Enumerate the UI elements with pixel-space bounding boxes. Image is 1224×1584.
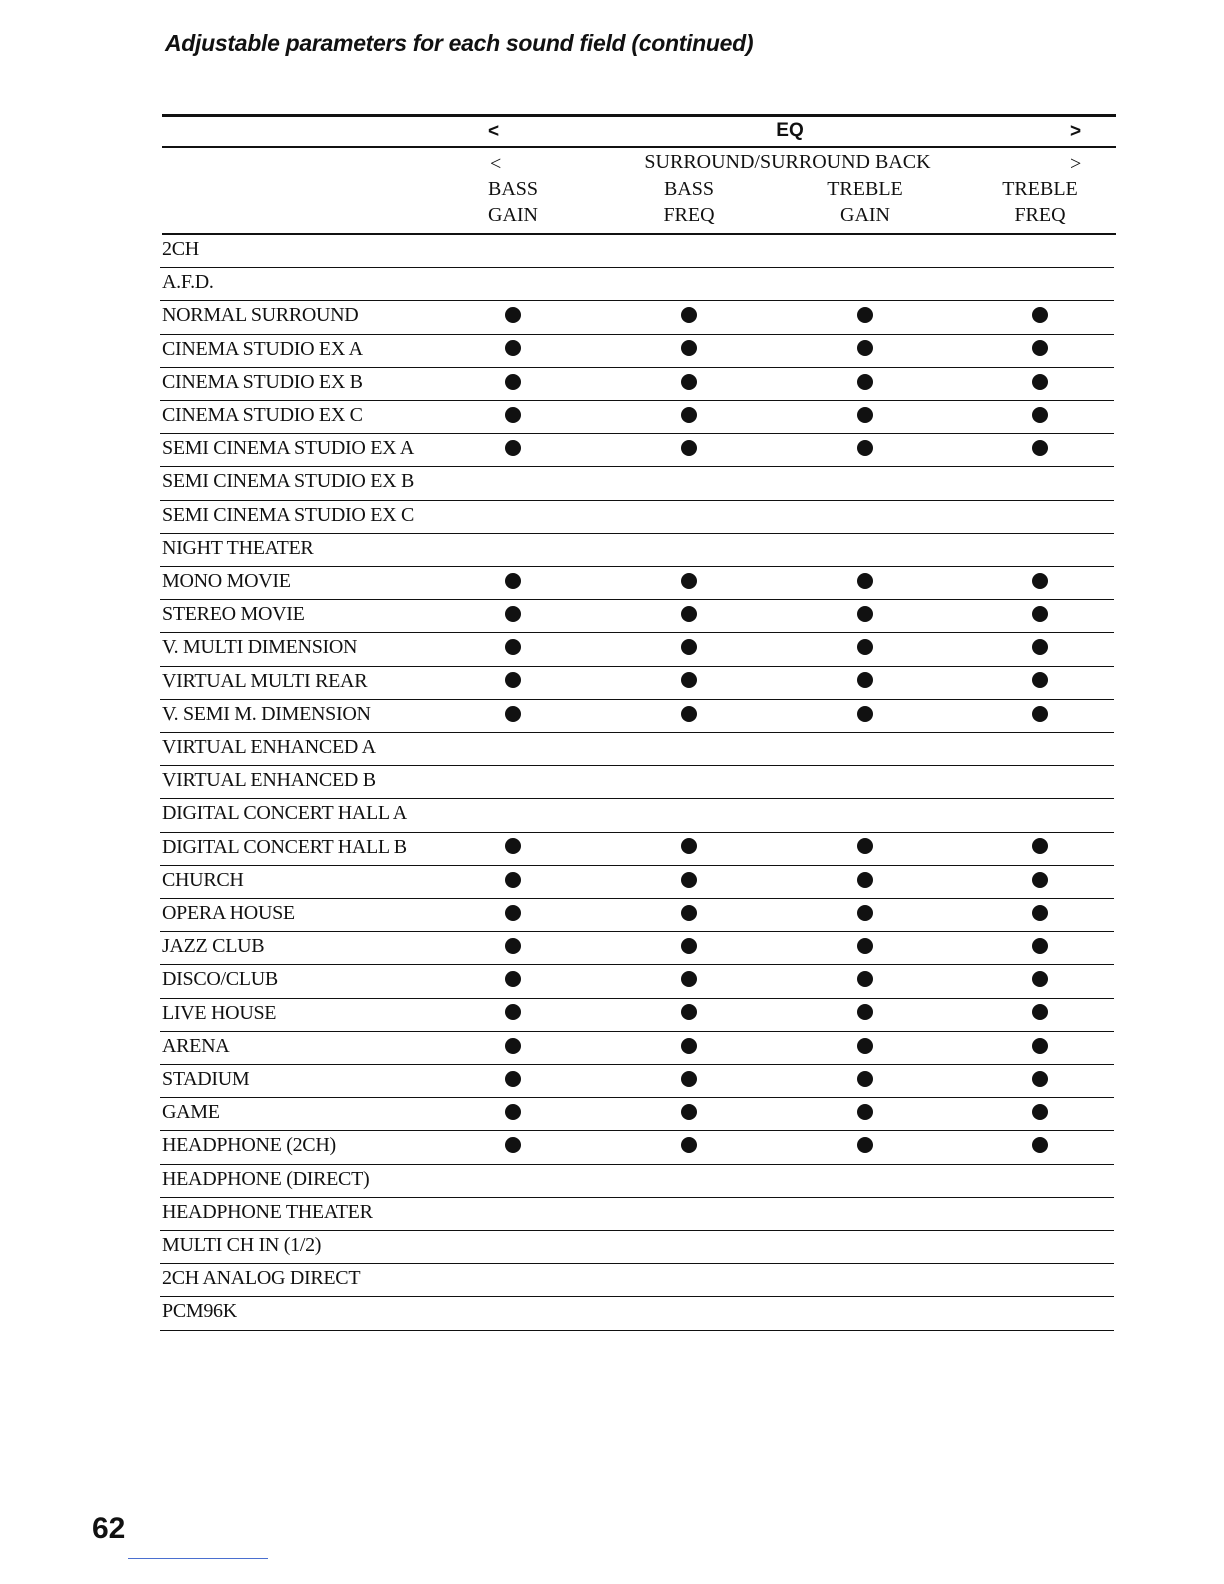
eq-label: EQ (776, 120, 804, 141)
row-rule (160, 1064, 1114, 1065)
supported-dot (681, 938, 697, 954)
row-label: DISCO/CLUB (162, 968, 278, 991)
row-label: OPERA HOUSE (162, 902, 295, 924)
supported-dot (1032, 440, 1048, 456)
column-header-line1: TREBLE (827, 178, 903, 200)
row-label: SEMI CINEMA STUDIO EX C (162, 503, 414, 526)
row-rule (160, 500, 1114, 501)
supported-dot (857, 706, 873, 722)
column-header-line2: GAIN (488, 204, 538, 226)
supported-dot (505, 1104, 521, 1120)
supported-dot (1032, 1137, 1048, 1153)
row-label: NIGHT THEATER (162, 536, 314, 559)
row-rule (160, 1097, 1114, 1098)
header-bottom-rule (162, 233, 1116, 235)
supported-dot (681, 1137, 697, 1153)
supported-dot (857, 938, 873, 954)
row-rule (160, 1031, 1114, 1032)
row-label: LIVE HOUSE (162, 1001, 277, 1024)
supported-dot (505, 340, 521, 356)
row-rule (160, 732, 1114, 733)
row-label: V. MULTI DIMENSION (162, 636, 358, 659)
supported-dot (681, 573, 697, 589)
supported-dot (857, 1038, 873, 1054)
supported-dot (505, 606, 521, 622)
row-label: 2CH ANALOG DIRECT (162, 1267, 361, 1290)
supported-dot (681, 971, 697, 987)
group-left-bracket: < (490, 153, 502, 175)
supported-dot (505, 938, 521, 954)
row-rule (160, 566, 1114, 567)
row-label: CINEMA STUDIO EX B (162, 370, 363, 393)
supported-dot (505, 374, 521, 390)
row-label: 2CH (162, 238, 199, 260)
supported-dot (857, 639, 873, 655)
supported-dot (681, 440, 697, 456)
row-rule (160, 599, 1114, 600)
column-header-line1: TREBLE (1002, 178, 1078, 200)
supported-dot (1032, 606, 1048, 622)
supported-dot (1032, 573, 1048, 589)
eq-rule (162, 146, 1116, 148)
row-rule (160, 632, 1114, 633)
supported-dot (505, 573, 521, 589)
supported-dot (505, 905, 521, 921)
row-rule (160, 1263, 1114, 1264)
row-rule (160, 1230, 1114, 1231)
supported-dot (505, 440, 521, 456)
row-rule (160, 1330, 1114, 1331)
row-label: V. SEMI M. DIMENSION (162, 702, 371, 725)
supported-dot (681, 639, 697, 655)
supported-dot (1032, 905, 1048, 921)
row-rule (160, 964, 1114, 965)
supported-dot (505, 672, 521, 688)
row-rule (160, 1130, 1114, 1131)
row-rule (160, 699, 1114, 700)
supported-dot (505, 1038, 521, 1054)
row-label: A.F.D. (162, 271, 214, 294)
eq-left-bracket: < (488, 121, 500, 142)
row-rule (160, 267, 1114, 268)
supported-dot (1032, 938, 1048, 954)
supported-dot (681, 606, 697, 622)
supported-dot (857, 606, 873, 622)
supported-dot (1032, 1071, 1048, 1087)
page-number: 62 (92, 1512, 126, 1545)
supported-dot (681, 1104, 697, 1120)
row-label: GAME (162, 1101, 220, 1124)
supported-dot (1032, 340, 1048, 356)
supported-dot (857, 838, 873, 854)
supported-dot (681, 706, 697, 722)
supported-dot (857, 1004, 873, 1020)
supported-dot (1032, 407, 1048, 423)
supported-dot (1032, 672, 1048, 688)
row-label: CHURCH (162, 868, 244, 891)
supported-dot (1032, 1004, 1048, 1020)
row-label: NORMAL SURROUND (162, 304, 359, 327)
supported-dot (505, 1137, 521, 1153)
supported-dot (681, 407, 697, 423)
supported-dot (505, 307, 521, 323)
eq-right-bracket: > (1070, 121, 1082, 142)
supported-dot (857, 672, 873, 688)
supported-dot (857, 440, 873, 456)
supported-dot (857, 407, 873, 423)
supported-dot (857, 1137, 873, 1153)
supported-dot (857, 374, 873, 390)
supported-dot (857, 1071, 873, 1087)
row-label: CINEMA STUDIO EX C (162, 404, 363, 426)
row-label: ARENA (162, 1034, 230, 1057)
supported-dot (505, 1004, 521, 1020)
row-label: DIGITAL CONCERT HALL A (162, 802, 407, 825)
supported-dot (857, 1104, 873, 1120)
column-header-line2: FREQ (663, 204, 715, 226)
row-label: VIRTUAL ENHANCED A (162, 736, 376, 758)
supported-dot (681, 1071, 697, 1087)
row-label: MULTI CH IN (1/2) (162, 1234, 322, 1256)
row-label: JAZZ CLUB (162, 935, 265, 958)
row-label: MONO MOVIE (162, 570, 291, 592)
supported-dot (681, 1038, 697, 1054)
supported-dot (505, 872, 521, 888)
row-rule (160, 466, 1114, 467)
row-rule (160, 1164, 1114, 1165)
supported-dot (857, 971, 873, 987)
supported-dot (505, 407, 521, 423)
group-label: SURROUND/SURROUND BACK (644, 151, 931, 173)
supported-dot (857, 573, 873, 589)
supported-dot (1032, 374, 1048, 390)
row-label: HEADPHONE THEATER (162, 1200, 373, 1223)
supported-dot (681, 1004, 697, 1020)
row-label: VIRTUAL ENHANCED B (162, 769, 376, 792)
supported-dot (1032, 971, 1048, 987)
supported-dot (681, 374, 697, 390)
supported-dot (681, 838, 697, 854)
column-header-line1: BASS (663, 178, 715, 200)
supported-dot (505, 971, 521, 987)
row-rule (160, 433, 1114, 434)
supported-dot (681, 672, 697, 688)
row-label: HEADPHONE (DIRECT) (162, 1167, 370, 1190)
supported-dot (1032, 307, 1048, 323)
row-rule (160, 400, 1114, 401)
page-title: Adjustable parameters for each sound field (continued) (165, 30, 754, 56)
supported-dot (505, 706, 521, 722)
supported-dot (857, 872, 873, 888)
supported-dot (505, 1071, 521, 1087)
column-header-line2: FREQ (1014, 204, 1066, 226)
row-rule (160, 334, 1114, 335)
row-rule (160, 832, 1114, 833)
supported-dot (681, 340, 697, 356)
supported-dot (1032, 872, 1048, 888)
row-rule (160, 367, 1114, 368)
row-label: PCM96K (162, 1300, 237, 1323)
row-label: SEMI CINEMA STUDIO EX B (162, 470, 414, 493)
supported-dot (1032, 838, 1048, 854)
supported-dot (505, 639, 521, 655)
row-label: SEMI CINEMA STUDIO EX A (162, 437, 414, 460)
supported-dot (857, 340, 873, 356)
supported-dot (681, 905, 697, 921)
supported-dot (505, 838, 521, 854)
group-right-bracket: > (1070, 153, 1082, 175)
row-rule (160, 1197, 1114, 1198)
row-rule (160, 931, 1114, 932)
row-rule (160, 666, 1114, 667)
column-header-line2: GAIN (840, 204, 890, 226)
row-label: HEADPHONE (2CH) (162, 1134, 336, 1157)
supported-dot (681, 872, 697, 888)
row-rule (160, 300, 1114, 301)
row-rule (160, 865, 1114, 866)
supported-dot (857, 307, 873, 323)
row-label: STADIUM (162, 1068, 250, 1090)
supported-dot (1032, 1038, 1048, 1054)
row-rule (160, 765, 1114, 766)
row-label: DIGITAL CONCERT HALL B (162, 835, 407, 858)
supported-dot (681, 307, 697, 323)
row-rule (160, 898, 1114, 899)
supported-dot (1032, 706, 1048, 722)
supported-dot (1032, 1104, 1048, 1120)
row-rule (160, 798, 1114, 799)
row-label: CINEMA STUDIO EX A (162, 337, 363, 360)
row-rule (160, 998, 1114, 999)
supported-dot (857, 905, 873, 921)
row-label: STEREO MOVIE (162, 603, 305, 626)
row-rule (160, 1296, 1114, 1297)
column-header-line1: BASS (487, 178, 539, 200)
supported-dot (1032, 639, 1048, 655)
row-label: VIRTUAL MULTI REAR (162, 669, 368, 692)
footer-rule (128, 1558, 268, 1559)
top-rule (162, 114, 1116, 117)
row-rule (160, 533, 1114, 534)
